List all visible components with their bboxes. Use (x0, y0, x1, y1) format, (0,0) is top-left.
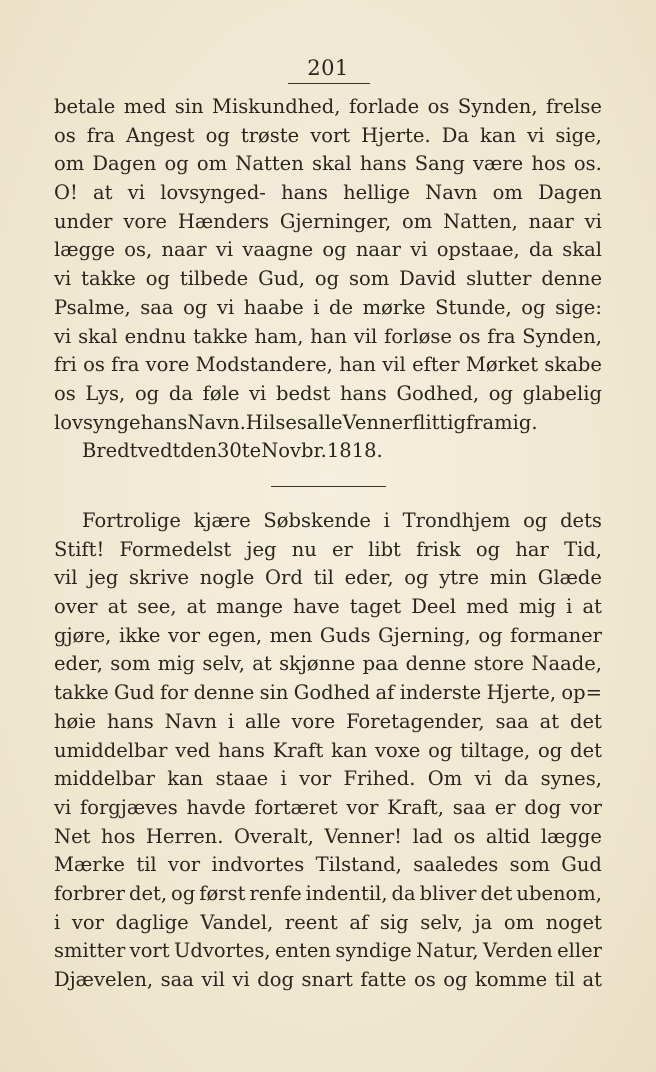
text-line: os Lys, og da føle vi bedst hans Godhed, og glabelig (54, 381, 602, 405)
text-line: høie hans Navn i alle vore Foretagender, saa at det (54, 709, 602, 733)
text-line: vi forgjæves havde fortæret vor Kraft, saa er dog vor (54, 795, 602, 819)
letter-ending-section (54, 95, 602, 468)
text-line: lægge os, naar vi vaagne og naar vi opstaae, da skal (54, 238, 602, 262)
section-divider (271, 486, 386, 487)
text-line: middelbar kan staae i vor Frihed. Om vi da synes, (54, 767, 602, 791)
text-line: os fra Angest og trøste vort Hjerte. Da kan vi sige, (54, 123, 602, 147)
text-line: betale med sin Miskundhed, forlade os Synden, frelse (54, 95, 602, 118)
text-line: forbrer det, og først renfe indentil, da bliver det ubenom, (54, 881, 602, 905)
text-line: smitter vort Udvortes, enten syndige Natur, Verden eller (54, 939, 602, 963)
text-line: i vor daglige Vandel, reent af sig selv, ja om noget (54, 910, 602, 934)
text-line: Mærke til vor indvortes Tilstand, saaledes som Gud (54, 853, 602, 877)
text-line: eder, som mig selv, at skjønne paa denne store Naade, (54, 652, 602, 676)
text-line: om Dagen og om Natten skal hans Sang være hos os. (54, 152, 602, 176)
text-line: Fortrolige kjære Søbskende i Trondhjem og dets (82, 509, 602, 532)
new-letter-section (54, 509, 602, 997)
text-line: Bredtvedt den 30te Novbr. 1818. (82, 439, 383, 463)
text-line: fri os fra vore Modstandere, han vil efter Mørket skabe (54, 353, 602, 377)
text-line: umiddelbar ved hans Kraft kan voxe og tiltage, og det (54, 738, 602, 762)
text-line: Stift! Formedelst jeg nu er libt frisk og har Tid, (54, 537, 602, 561)
text-line: O! at vi lovsynged- hans hellige Navn om Dagen (54, 181, 602, 205)
text-line: Psalme, saa og vi haabe i de mørke Stunde, og sige: (54, 295, 602, 319)
text-line: Djævelen, saa vil vi dog snart fatte os og komme til at (54, 968, 602, 991)
text-line: vi takke og tilbede Gud, og som David slutter denne (54, 267, 602, 291)
text-line: lovsynge hans Navn. Hilses alle Venner flittig fra mig. (54, 410, 538, 434)
text-line: takke Gud for denne sin Godhed af inderste Hjerte, op= (54, 681, 602, 705)
text-line: vil jeg skrive nogle Ord til eder, og ytre min Glæde (54, 566, 602, 590)
header-rule (288, 83, 370, 84)
text-line: under vore Hænders Gjerninger, om Natten, naar vi (54, 209, 602, 233)
page-number: 201 (307, 56, 349, 80)
text-line: Net hos Herren. Overalt, Venner! lad os altid lægge (54, 824, 602, 848)
text-line: gjøre, ikke vor egen, men Guds Gjerning, og formaner (54, 623, 602, 647)
text-line: vi skal endnu takke ham, han vil forløse os fra Synden, (54, 324, 602, 348)
text-line: over at see, at mange have taget Deel med mig i at (54, 595, 602, 619)
